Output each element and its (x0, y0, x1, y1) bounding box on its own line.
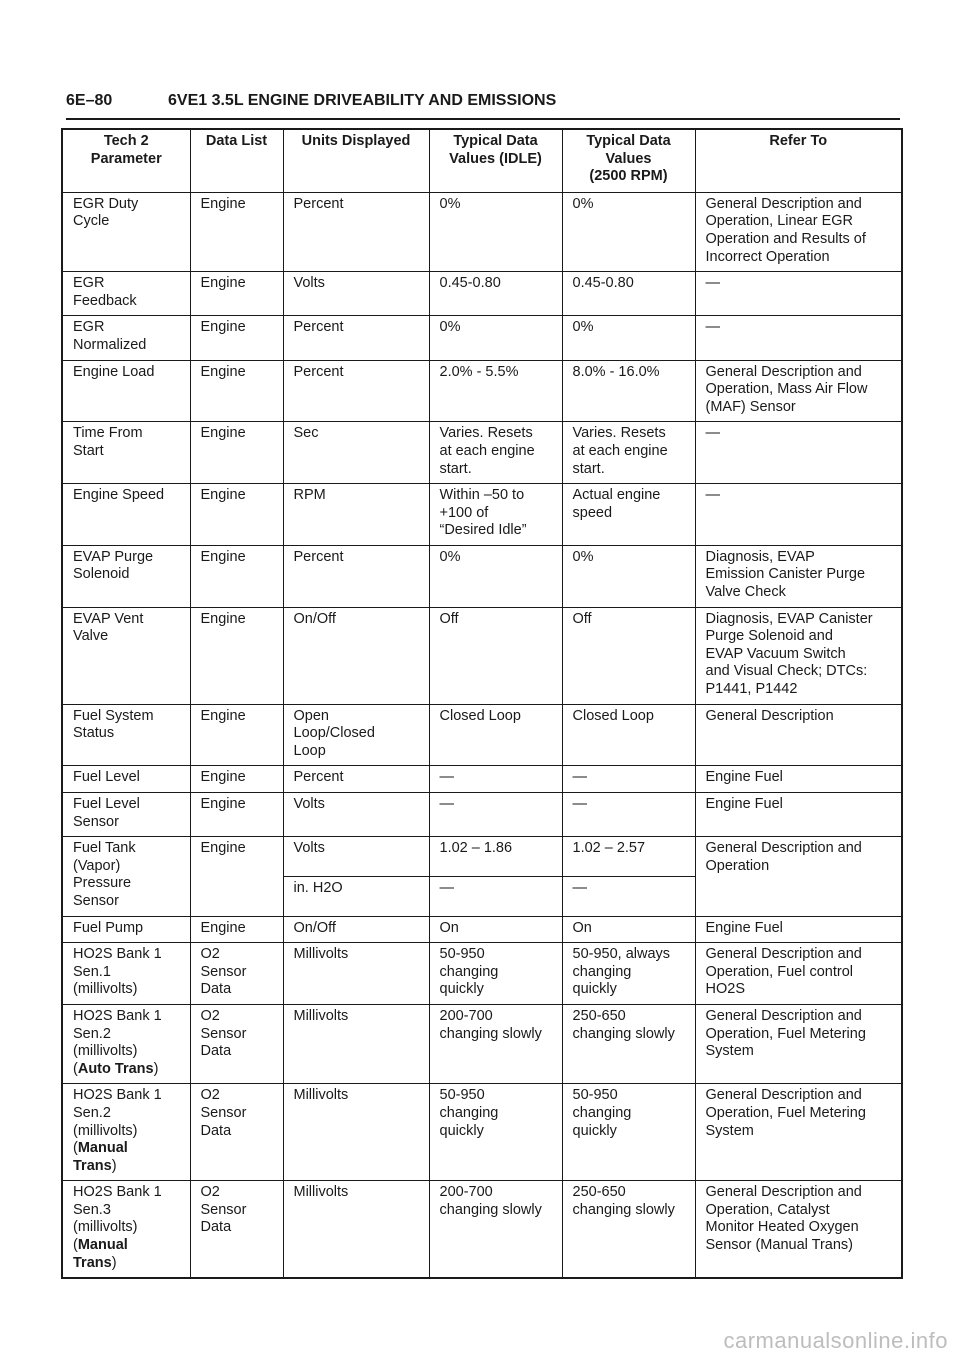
cell-idle: 1.02 – 1.86 (429, 837, 562, 877)
col-header-refer-to: Refer To (695, 129, 902, 192)
table-row (62, 360, 902, 422)
cell-2500rpm: — (562, 876, 695, 916)
cell-2500rpm: 8.0% - 16.0% (562, 360, 695, 422)
cell-idle: 200-700 changing slowly (429, 1004, 562, 1083)
cell-parameter: Fuel Level (62, 766, 190, 793)
cell-2500rpm: Varies. Resets at each engine start. (562, 422, 695, 484)
cell-idle: 200-700 changing slowly (429, 1181, 562, 1278)
cell-data-list: Engine (190, 272, 283, 316)
cell-units: Millivolts (283, 1004, 429, 1083)
parameter-text: HO2S Bank 1 Sen.3 (millivolts) ( (73, 1184, 162, 1254)
cell-data-list: Engine (190, 316, 283, 360)
cell-refer-to: General Description and Operation, Fuel Metering System (695, 1004, 902, 1083)
cell-data-list: O2 Sensor Data (190, 943, 283, 1005)
table-row (62, 192, 902, 271)
cell-data-list: Engine (190, 545, 283, 607)
cell-idle: — (429, 793, 562, 837)
cell-2500rpm: 0% (562, 316, 695, 360)
cell-parameter: Fuel Level Sensor (62, 793, 190, 837)
cell-2500rpm: 1.02 – 2.57 (562, 837, 695, 877)
cell-idle: Closed Loop (429, 704, 562, 766)
cell-2500rpm: 250-650 changing slowly (562, 1181, 695, 1278)
cell-parameter: EVAP Vent Valve (62, 607, 190, 704)
cell-refer-to: — (695, 422, 902, 484)
cell-units: Millivolts (283, 1084, 429, 1181)
cell-parameter: EVAP Purge Solenoid (62, 545, 190, 607)
cell-refer-to: — (695, 484, 902, 546)
parameter-text: HO2S Bank 1 Sen.2 (millivolts) ( (73, 1087, 162, 1157)
cell-data-list: O2 Sensor Data (190, 1181, 283, 1278)
cell-idle: 2.0% - 5.5% (429, 360, 562, 422)
cell-refer-to: General Description (695, 704, 902, 766)
cell-units: Percent (283, 192, 429, 271)
table-row (62, 422, 902, 484)
table-row (62, 704, 902, 766)
cell-units: On/Off (283, 916, 429, 943)
cell-parameter: EGR Normalized (62, 316, 190, 360)
transmission-type: Manual Trans (73, 1140, 128, 1174)
table-row (62, 272, 902, 316)
cell-idle: — (429, 766, 562, 793)
cell-data-list: O2 Sensor Data (190, 1004, 283, 1083)
parameter-close: ) (111, 1157, 117, 1174)
cell-2500rpm: 0.45-0.80 (562, 272, 695, 316)
cell-units: Volts (283, 837, 429, 877)
page-header (66, 88, 900, 120)
cell-idle: 0% (429, 192, 562, 271)
transmission-type: Auto Trans (77, 1060, 154, 1077)
cell-refer-to: Engine Fuel (695, 766, 902, 793)
cell-2500rpm: 0% (562, 545, 695, 607)
cell-idle: 50-950 changing quickly (429, 1084, 562, 1181)
cell-parameter: EGR Feedback (62, 272, 190, 316)
cell-idle: Varies. Resets at each engine start. (429, 422, 562, 484)
cell-units: Percent (283, 545, 429, 607)
cell-data-list: Engine (190, 192, 283, 271)
transmission-type: Manual Trans (73, 1237, 128, 1271)
cell-refer-to: Diagnosis, EVAP Canister Purge Solenoid and EVAP Vacuum Switch and Visual Check; DTCs: P1441, P1442 (695, 607, 902, 704)
section-title: 6VE1 3.5L ENGINE DRIVEABILITY AND EMISSIONS (168, 92, 557, 109)
cell-data-list: Engine (190, 793, 283, 837)
cell-refer-to: Engine Fuel (695, 916, 902, 943)
cell-units: Millivolts (283, 1181, 429, 1278)
cell-2500rpm: Actual engine speed (562, 484, 695, 546)
table-row (62, 766, 902, 793)
cell-2500rpm: 50-950, always changing quickly (562, 943, 695, 1005)
cell-data-list: Engine (190, 360, 283, 422)
cell-refer-to: Diagnosis, EVAP Emission Canister Purge Valve Check (695, 545, 902, 607)
cell-data-list: Engine (190, 484, 283, 546)
cell-2500rpm: On (562, 916, 695, 943)
cell-refer-to: General Description and Operation, Fuel Metering System (695, 1084, 902, 1181)
cell-units: Sec (283, 422, 429, 484)
cell-data-list: Engine (190, 422, 283, 484)
cell-parameter: Fuel System Status (62, 704, 190, 766)
table-row (62, 837, 902, 877)
cell-units: On/Off (283, 607, 429, 704)
cell-units: Percent (283, 316, 429, 360)
cell-parameter: Engine Load (62, 360, 190, 422)
cell-parameter: EGR Duty Cycle (62, 192, 190, 271)
col-header-idle: Typical Data Values (IDLE) (429, 129, 562, 192)
cell-2500rpm: — (562, 793, 695, 837)
cell-idle: On (429, 916, 562, 943)
cell-units: Volts (283, 793, 429, 837)
cell-units: Millivolts (283, 943, 429, 1005)
cell-parameter: Time From Start (62, 422, 190, 484)
cell-parameter: Fuel Tank (Vapor) Pressure Sensor (62, 837, 190, 916)
cell-2500rpm: 50-950 changing quickly (562, 1084, 695, 1181)
col-header-parameter: Tech 2 Parameter (62, 129, 190, 192)
cell-refer-to: General Description and Operation, Linear EGR Operation and Results of Incorrect Operation (695, 192, 902, 271)
table-header-row (62, 129, 902, 192)
cell-units: RPM (283, 484, 429, 546)
table-row (62, 545, 902, 607)
cell-data-list: Engine (190, 916, 283, 943)
cell-2500rpm: 250-650 changing slowly (562, 1004, 695, 1083)
cell-refer-to: General Description and Operation, Mass Air Flow (MAF) Sensor (695, 360, 902, 422)
cell-idle: 50-950 changing quickly (429, 943, 562, 1005)
cell-idle: 0% (429, 545, 562, 607)
cell-data-list: Engine (190, 607, 283, 704)
tech2-data-table (61, 128, 903, 1279)
cell-refer-to: General Description and Operation, Fuel control HO2S (695, 943, 902, 1005)
cell-parameter (62, 1084, 190, 1181)
table-row (62, 793, 902, 837)
cell-units: Percent (283, 360, 429, 422)
cell-2500rpm: Off (562, 607, 695, 704)
table-row (62, 943, 902, 1005)
parameter-close: ) (153, 1060, 159, 1077)
table-row (62, 1004, 902, 1083)
col-header-units: Units Displayed (283, 129, 429, 192)
cell-parameter: HO2S Bank 1 Sen.1 (millivolts) (62, 943, 190, 1005)
col-header-2500rpm: Typical Data Values (2500 RPM) (562, 129, 695, 192)
cell-refer-to: General Description and Operation, Catalyst Monitor Heated Oxygen Sensor (Manual Trans) (695, 1181, 902, 1278)
cell-refer-to: Engine Fuel (695, 793, 902, 837)
table-row (62, 607, 902, 704)
cell-units: Percent (283, 766, 429, 793)
cell-2500rpm: 0% (562, 192, 695, 271)
cell-data-list: O2 Sensor Data (190, 1084, 283, 1181)
parameter-text: HO2S Bank 1 Sen.2 (millivolts) ( (73, 1007, 162, 1077)
table-row (62, 484, 902, 546)
cell-idle: 0% (429, 316, 562, 360)
table-row (62, 1181, 902, 1278)
cell-units: Open Loop/Closed Loop (283, 704, 429, 766)
cell-idle: Off (429, 607, 562, 704)
cell-2500rpm: — (562, 766, 695, 793)
cell-data-list: Engine (190, 837, 283, 916)
cell-data-list: Engine (190, 766, 283, 793)
cell-2500rpm: Closed Loop (562, 704, 695, 766)
cell-parameter (62, 1181, 190, 1278)
cell-refer-to: General Description and Operation (695, 837, 902, 916)
parameter-close: ) (111, 1254, 117, 1271)
page-number: 6E–80 (66, 92, 113, 109)
watermark: carmanualsonline.info (723, 1328, 948, 1353)
cell-idle: Within –50 to +100 of “Desired Idle” (429, 484, 562, 546)
cell-refer-to: — (695, 272, 902, 316)
cell-units: Volts (283, 272, 429, 316)
cell-units: in. H2O (283, 876, 429, 916)
table-row (62, 316, 902, 360)
cell-refer-to: — (695, 316, 902, 360)
col-header-data-list: Data List (190, 129, 283, 192)
cell-idle: — (429, 876, 562, 916)
table-row (62, 916, 902, 943)
cell-data-list: Engine (190, 704, 283, 766)
cell-parameter (62, 1004, 190, 1083)
cell-parameter: Fuel Pump (62, 916, 190, 943)
cell-idle: 0.45-0.80 (429, 272, 562, 316)
table-row (62, 1084, 902, 1181)
cell-parameter: Engine Speed (62, 484, 190, 546)
